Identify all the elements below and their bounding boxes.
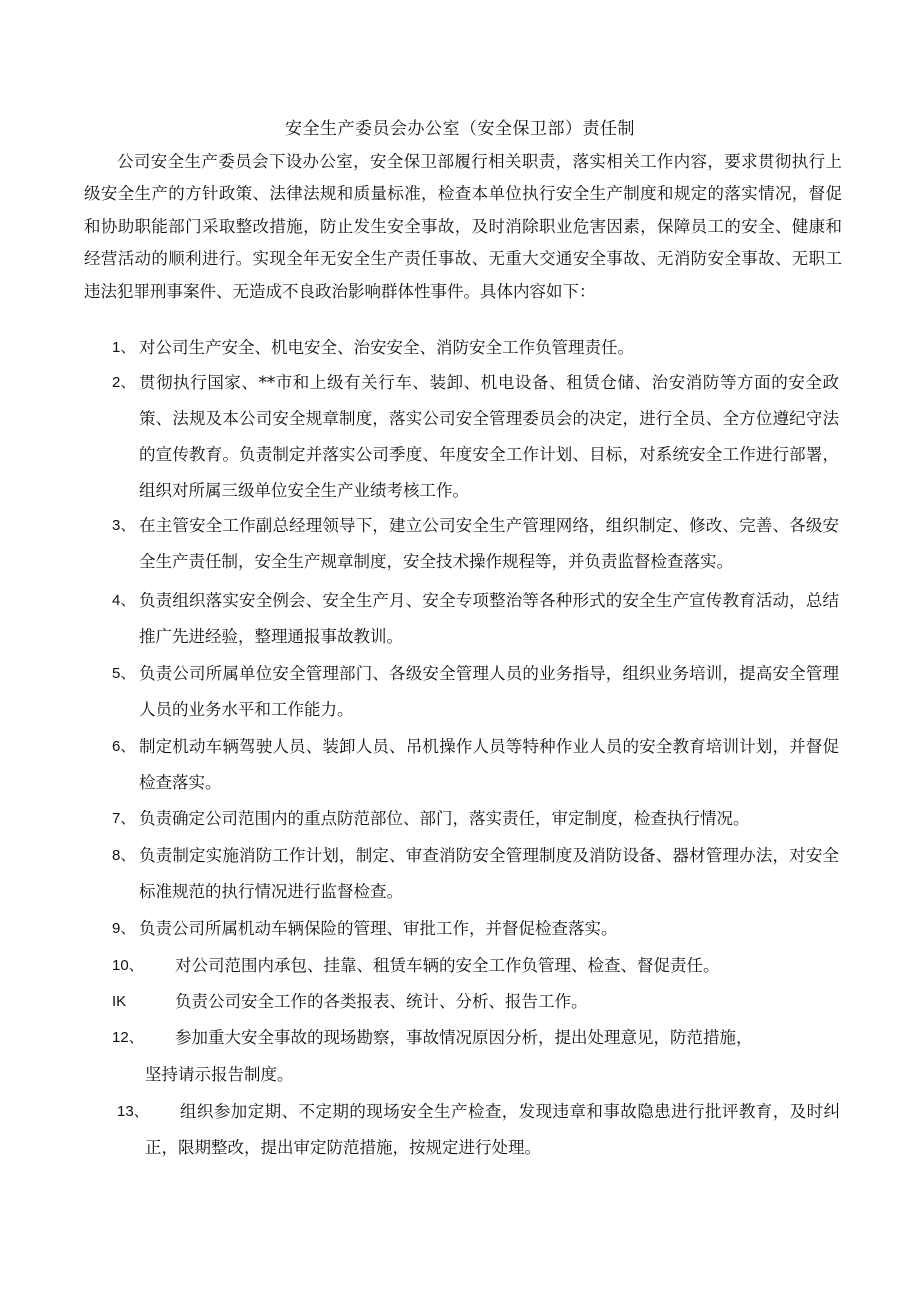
item-text: 负责公司所属单位安全管理部门、各级安全管理人员的业务指导，组织业务培训，提高安全管理人员的业务水平和工作能力。 bbox=[139, 664, 839, 719]
item-number: 3、 bbox=[112, 517, 136, 534]
item-text: 对公司生产安全、机电安全、治安安全、消防安全工作负管理责任。 bbox=[139, 338, 634, 357]
item-number: 6、 bbox=[112, 738, 136, 755]
item-text-continuation: 坚持请示报告制度。 bbox=[145, 1065, 294, 1084]
item-number: 9、 bbox=[112, 920, 136, 937]
item-text: 贯彻执行国家、**市和上级有关行车、装卸、机电设备、租赁仓储、治安消防等方面的安全政策、法规及本公司安全规章制度，落实公司安全管理委员会的决定，进行全员、全方位遵纪守法的宣传教育。负责制定并落实公司季度、年度安全工作计划、目标，对系统安全工作进行部署，组织对所属三级单位安全生产业绩考核工作。 bbox=[139, 373, 839, 500]
item-text: 对公司范围内承包、挂靠、租赁车辆的安全工作负管理、检查、督促责任。 bbox=[175, 956, 720, 975]
item-number: IK bbox=[112, 993, 127, 1010]
item-text: 负责组织落实安全例会、安全生产月、安全专项整治等各种形式的安全生产宣传教育活动，总结推广先进经验，整理通报事故教训。 bbox=[139, 591, 839, 646]
item-number: 4、 bbox=[112, 592, 136, 609]
item-number: 10、 bbox=[112, 957, 144, 974]
item-text: 组织参加定期、不定期的现场安全生产检查，发现违章和事故隐患进行批评教育，及时纠正，限期整改，提出审定防范措施，按规定进行处理。 bbox=[145, 1102, 840, 1157]
item-number: 13、 bbox=[117, 1103, 149, 1120]
item-number: 7、 bbox=[112, 810, 136, 827]
intro-paragraph: 公司安全生产委员会下设办公室，安全保卫部履行相关职责，落实相关工作内容，要求贯彻执行上级安全生产的方针政策、法律法规和质量标准，检查本单位执行安全生产制度和规定的落实情况，督促和协助职能部门采取整改措施，防止发生安全事故，及时消除职业危害因素，保障员工的安全、健康和经营活动的顺利进行。实现全年无安全生产责任事故、无重大交通安全事故、无消防安全事故、无职工违法犯罪刑事案件、无造成不良政治影响群体性事件。具体内容如下： bbox=[84, 152, 842, 301]
item-text: 负责确定公司范围内的重点防范部位、部门，落实责任，审定制度，检查执行情况。 bbox=[139, 809, 750, 828]
item-number: 8、 bbox=[112, 847, 136, 864]
item-number: 1、 bbox=[112, 339, 136, 356]
item-text: 负责公司安全工作的各类报表、统计、分析、报告工作。 bbox=[175, 992, 588, 1011]
item-text: 制定机动车辆驾驶人员、装卸人员、吊机操作人员等特种作业人员的安全教育培训计划，并督促检查落实。 bbox=[139, 737, 839, 792]
item-number: 12、 bbox=[112, 1029, 144, 1046]
item-text: 负责公司所属机动车辆保险的管理、审批工作，并督促检查落实。 bbox=[139, 919, 618, 938]
item-text: 参加重大安全事故的现场勘察，事故情况原因分析，提出处理意见，防范措施， bbox=[175, 1028, 753, 1047]
item-text: 负责制定实施消防工作计划，制定、审查消防安全管理制度及消防设备、器材管理办法，对安全标准规范的执行情况进行监督检查。 bbox=[139, 846, 839, 901]
item-text: 在主管安全工作副总经理领导下，建立公司安全生产管理网络，组织制定、修改、完善、各级安全生产责任制，安全生产规章制度，安全技术操作规程等，并负责监督检查落实。 bbox=[139, 516, 839, 571]
item-number: 2、 bbox=[112, 374, 136, 391]
document-title: 安全生产委员会办公室（安全保卫部）责任制 bbox=[285, 119, 635, 139]
item-number: 5、 bbox=[112, 665, 136, 682]
